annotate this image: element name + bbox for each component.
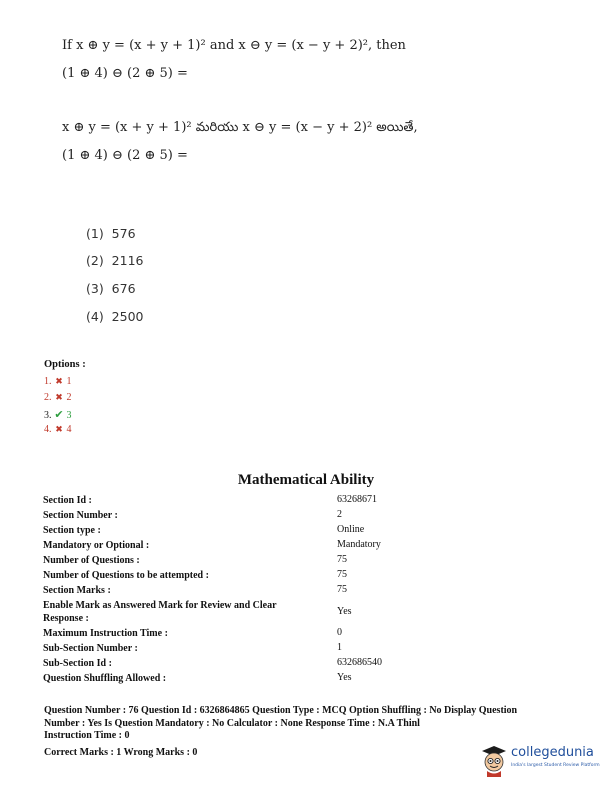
choice-number: (2) (86, 253, 104, 268)
question-meta-line2: Number : Yes Is Question Mandatory : No Calculator : None Response Time : N.A Thinl (44, 717, 420, 729)
choice-text: 576 (111, 226, 136, 241)
choice-number: (1) (86, 226, 104, 241)
choice-number: (3) (86, 281, 104, 296)
choice-text: 676 (111, 281, 136, 296)
student-mascot-icon (478, 743, 510, 777)
question-telugu-line2: (1 ⊕ 4) ⊖ (2 ⊕ 5) = (62, 148, 188, 163)
logo-name: collegedunia (511, 745, 594, 760)
logo-tagline: India's largest Student Review Platform (511, 763, 600, 768)
question-telugu-line1: x ⊕ y = (x + y + 1)² మరియు x ⊖ y = (x − y + 2)² అయితే, (62, 120, 418, 135)
choice-3 (86, 281, 136, 296)
collegedunia-logo (478, 741, 608, 781)
section-title: Mathematical Ability (237, 472, 375, 488)
option-row-2: 2. ✖ 2 (44, 392, 72, 403)
question-meta-line4: Correct Marks : 1 Wrong Marks : 0 (44, 746, 198, 758)
question-english-line2: (1 ⊕ 4) ⊖ (2 ⊕ 5) = (62, 66, 188, 81)
choice-4 (86, 309, 143, 324)
choice-text: 2116 (111, 253, 144, 268)
question-english-line1: If x ⊕ y = (x + y + 1)² and x ⊖ y = (x − y + 2)², then (62, 38, 406, 53)
cross-icon: ✖ (55, 376, 63, 386)
choice-number: (4) (86, 309, 104, 324)
check-icon: ✔ (54, 409, 64, 421)
question-meta-line1: Question Number : 76 Question Id : 6326864865 Question Type : MCQ Option Shuffling : No Display Question (44, 705, 518, 716)
option-row-3: 3. ✔ 3 (44, 409, 72, 421)
question-meta-line3: Instruction Time : 0 (44, 730, 130, 741)
cross-icon: ✖ (55, 424, 63, 434)
choice-text: 2500 (111, 309, 144, 324)
choice-2 (86, 253, 143, 268)
options-heading: Options : (44, 359, 86, 370)
option-row-4: 4. ✖ 4 (44, 424, 72, 435)
cross-icon: ✖ (55, 392, 63, 402)
choice-1 (86, 226, 136, 241)
option-row-1: 1. ✖ 1 (44, 376, 72, 387)
